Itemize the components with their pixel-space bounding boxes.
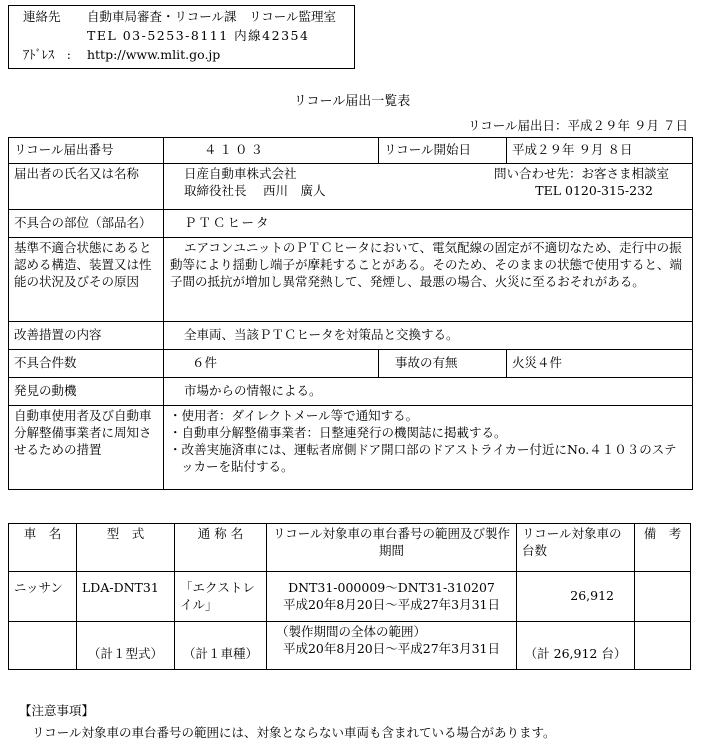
contact-address-row [23, 47, 354, 66]
contact-tel-row [23, 28, 354, 47]
range-value: DNT31-000009～DNT31-310207 [288, 580, 495, 595]
address-label: ｱﾄﾞﾚｽ : [23, 47, 71, 62]
discovery-row [9, 378, 693, 406]
recall-no-value: ４１０３ [164, 138, 379, 164]
cell-remarks [635, 572, 691, 622]
notify-item: ・改善実施済車には、運転者席側ドア開口部のドアストライカー付近にNo.４１０３のステッカーを貼付する。 [169, 441, 677, 474]
col-header-model: 型 式 [77, 524, 175, 572]
vehicle-table [8, 523, 691, 670]
notifier-cell [164, 164, 693, 210]
col-header-maker: 車 名 [9, 524, 77, 572]
discovery-value: 市場からの情報による。 [164, 378, 693, 406]
notes-title: 【注意事項】 [19, 703, 95, 718]
total-range [267, 622, 517, 670]
page-title: リコール届出一覧表 [293, 94, 411, 109]
total-range-label: （製作期間の全体の範囲） [276, 624, 427, 639]
cell-maker: ニッサン [9, 572, 77, 622]
recall-no-row [9, 138, 693, 164]
vehicle-header-row [9, 524, 691, 572]
discovery-label: 発見の動機 [9, 378, 164, 406]
cell-name: 「エクストレイル」 [175, 572, 267, 622]
defects-row [9, 350, 693, 378]
contact-label: 連絡先 [23, 9, 61, 24]
part-value: ＰＴＣヒータ [164, 210, 693, 238]
condition-label: 基準不適合状態にあると認める構造、装置又は性能の状況及びその原因 [9, 238, 164, 322]
period-value: 平成20年8月20日～平成27年3月31日 [282, 596, 501, 612]
notifier-label: 届出者の氏名又は名称 [9, 164, 164, 210]
measure-value: 全車両、当該ＰＴＣヒータを対策品と交換する。 [164, 322, 693, 350]
contact-box [8, 5, 355, 69]
inquiry-label: 問い合わせ先：お客さま相談室 [493, 166, 669, 181]
notify-item: ・自動車分解整備事業者：日整連発行の機関誌に掲載する。 [169, 424, 507, 440]
notify-cell [164, 406, 693, 490]
start-date-value: 平成２９年 ９月 ８日 [507, 138, 693, 164]
notify-item: ・使用者：ダイレクトメール等で通知する。 [169, 408, 419, 423]
defects-value: ６件 [164, 350, 379, 378]
cell-model: LDA-DNT31 [77, 572, 175, 622]
total-names: （計１車種） [175, 622, 267, 670]
representative: 取締役社長 西川 廣人 [184, 182, 326, 198]
inquiry-tel: TEL 0120-315-232 [535, 182, 653, 198]
accident-label: 事故の有無 [379, 350, 507, 378]
part-row [9, 210, 693, 238]
condition-value: エアコンユニットのＰＴＣヒータにおいて、電気配線の固定が不適切なため、走行中の振動等により揺動し端子が摩耗することがある。そのため、そのままの状態で使用すると、端子間の抵抗が増加し異常発熱して、発煙し、最悪の場合、火災に至るおそれがある。 [164, 238, 693, 322]
col-header-range: リコール対象車の車台番号の範囲及び製作期間 [267, 524, 517, 572]
notifier-row [9, 164, 693, 210]
col-header-name: 通 称 名 [175, 524, 267, 572]
contact-url[interactable]: http://www.mlit.go.jp [86, 47, 221, 62]
measure-row [9, 322, 693, 350]
accident-value: 火災４件 [507, 350, 693, 378]
notify-label: 自動車使用者及び自動車分解整備事業者に周知させるための措置 [9, 406, 164, 490]
measure-label: 改善措置の内容 [9, 322, 164, 350]
total-row [9, 622, 691, 670]
notice-date: リコール届出日：平成２９年 ９月 ７日 [468, 118, 688, 133]
condition-row [9, 238, 693, 322]
defects-label: 不具合件数 [9, 350, 164, 378]
col-header-count: リコール対象車の台数 [517, 524, 635, 572]
contact-office: 自動車局審査・リコール課 リコール監理室 [86, 9, 336, 24]
notes-body: リコール対象車の車台番号の範囲には、対象とならない車両も含まれている場合があります。 [32, 725, 556, 740]
company-name: 日産自動車株式会社 [184, 166, 297, 181]
part-label: 不具合の部位（部品名） [9, 210, 164, 238]
cell-count: 26,912 [517, 572, 635, 622]
recall-no-label: リコール届出番号 [9, 138, 164, 164]
contact-office-row [23, 9, 354, 28]
col-header-remarks: 備 考 [635, 524, 691, 572]
start-date-label: リコール開始日 [379, 138, 507, 164]
total-models: （計１型式） [77, 622, 175, 670]
contact-tel: TEL 03-5253-8111 内線42354 [86, 28, 310, 43]
recall-info-table [8, 137, 693, 490]
total-period: 平成20年8月20日～平成27年3月31日 [282, 640, 501, 656]
total-count: （計 26,912 台） [517, 622, 635, 670]
cell-range [267, 572, 517, 622]
table-row [9, 572, 691, 622]
notify-row [9, 406, 693, 490]
